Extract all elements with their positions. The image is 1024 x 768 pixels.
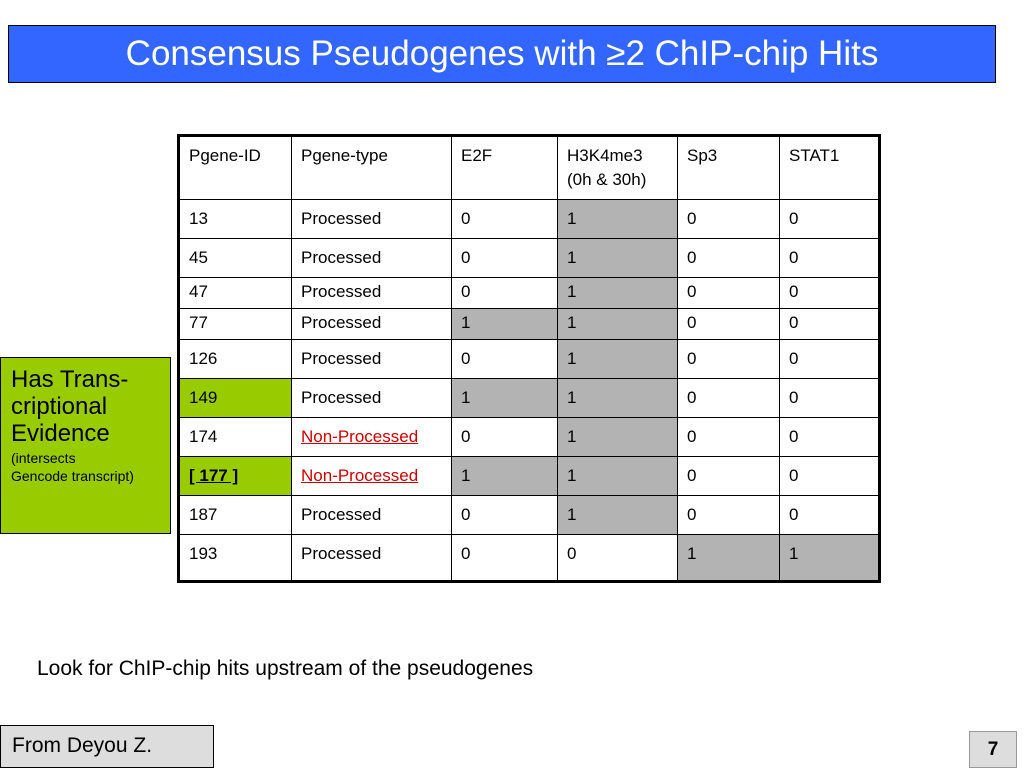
callout-sub-2: Gencode transcript) — [11, 468, 134, 484]
table-header-row — [179, 136, 880, 200]
cell-stat1: 0 — [780, 379, 880, 418]
callout-heading — [11, 366, 162, 447]
cell-pgene-id: 187 — [179, 496, 292, 535]
cell-sp3: 0 — [678, 496, 780, 535]
header-h3k4me3-sub: (0h & 30h) — [567, 170, 647, 189]
table-row — [179, 496, 880, 535]
cell-e2f: 0 — [452, 200, 558, 239]
cell-h3k4me3: 1 — [558, 200, 678, 239]
callout-line-1: Has Trans- — [11, 366, 129, 393]
cell-e2f: 0 — [452, 535, 558, 582]
header-h3k4me3 — [558, 136, 678, 200]
cell-e2f: 1 — [452, 379, 558, 418]
pseudogene-table — [177, 134, 881, 583]
cell-pgene-type: Processed — [292, 496, 452, 535]
header-pgene-id: Pgene-ID — [179, 136, 292, 200]
cell-sp3: 0 — [678, 278, 780, 309]
cell-pgene-id: 45 — [179, 239, 292, 278]
cell-stat1: 0 — [780, 457, 880, 496]
cell-e2f: 1 — [452, 309, 558, 340]
cell-h3k4me3: 0 — [558, 535, 678, 582]
cell-sp3: 0 — [678, 239, 780, 278]
cell-pgene-type: Processed — [292, 340, 452, 379]
cell-h3k4me3: 1 — [558, 340, 678, 379]
cell-pgene-type: Processed — [292, 309, 452, 340]
cell-sp3: 0 — [678, 309, 780, 340]
cell-h3k4me3: 1 — [558, 239, 678, 278]
cell-sp3: 0 — [678, 418, 780, 457]
table-row — [179, 418, 880, 457]
cell-pgene-id: 77 — [179, 309, 292, 340]
callout-line-2: criptional — [11, 393, 108, 420]
table-row — [179, 278, 880, 309]
cell-pgene-id: 149 — [179, 379, 292, 418]
cell-pgene-id: 193 — [179, 535, 292, 582]
cell-pgene-type: Processed — [292, 278, 452, 309]
table-row — [179, 535, 880, 582]
table-row — [179, 239, 880, 278]
table-row — [179, 457, 880, 496]
table-row — [179, 379, 880, 418]
cell-e2f: 0 — [452, 340, 558, 379]
cell-sp3: 0 — [678, 457, 780, 496]
cell-pgene-id: 47 — [179, 278, 292, 309]
callout-line-3: Evidence — [11, 420, 110, 447]
cell-stat1: 0 — [780, 309, 880, 340]
cell-stat1: 0 — [780, 340, 880, 379]
cell-pgene-id: 174 — [179, 418, 292, 457]
slide-title: Consensus Pseudogenes with ≥2 ChIP-chip Hits — [8, 25, 996, 83]
cell-h3k4me3: 1 — [558, 278, 678, 309]
cell-pgene-type: Processed — [292, 535, 452, 582]
cell-pgene-type: Non-Processed — [292, 457, 452, 496]
cell-pgene-type: Processed — [292, 239, 452, 278]
header-sp3: Sp3 — [678, 136, 780, 200]
cell-e2f: 0 — [452, 239, 558, 278]
cell-stat1: 0 — [780, 200, 880, 239]
cell-e2f: 0 — [452, 278, 558, 309]
cell-pgene-type: Non-Processed — [292, 418, 452, 457]
header-stat1: STAT1 — [780, 136, 880, 200]
cell-e2f: 1 — [452, 457, 558, 496]
cell-e2f: 0 — [452, 496, 558, 535]
cell-sp3: 0 — [678, 200, 780, 239]
cell-h3k4me3: 1 — [558, 309, 678, 340]
footnote-text: Look for ChIP-chip hits upstream of the pseudogenes — [37, 657, 534, 680]
header-e2f: E2F — [452, 136, 558, 200]
callout-subtext — [11, 449, 162, 485]
cell-h3k4me3: 1 — [558, 457, 678, 496]
header-h3k4me3-label: H3K4me3 — [567, 146, 643, 165]
cell-stat1: 0 — [780, 239, 880, 278]
cell-stat1: 0 — [780, 418, 880, 457]
cell-stat1: 0 — [780, 278, 880, 309]
credit-box: From Deyou Z. — [0, 725, 214, 768]
cell-pgene-id: [ 177 ] — [179, 457, 292, 496]
header-pgene-type: Pgene-type — [292, 136, 452, 200]
cell-sp3: 0 — [678, 379, 780, 418]
table-row — [179, 309, 880, 340]
cell-stat1: 0 — [780, 496, 880, 535]
cell-h3k4me3: 1 — [558, 496, 678, 535]
cell-pgene-type: Processed — [292, 200, 452, 239]
callout-sub-1: (intersects — [11, 450, 76, 466]
transcriptional-evidence-callout — [0, 357, 171, 534]
cell-e2f: 0 — [452, 418, 558, 457]
page-number: 7 — [969, 731, 1017, 768]
cell-pgene-type: Processed — [292, 379, 452, 418]
cell-sp3: 1 — [678, 535, 780, 582]
cell-sp3: 0 — [678, 340, 780, 379]
cell-stat1: 1 — [780, 535, 880, 582]
cell-h3k4me3: 1 — [558, 418, 678, 457]
cell-h3k4me3: 1 — [558, 379, 678, 418]
cell-pgene-id: 13 — [179, 200, 292, 239]
table-row — [179, 340, 880, 379]
cell-pgene-id: 126 — [179, 340, 292, 379]
table-row — [179, 200, 880, 239]
